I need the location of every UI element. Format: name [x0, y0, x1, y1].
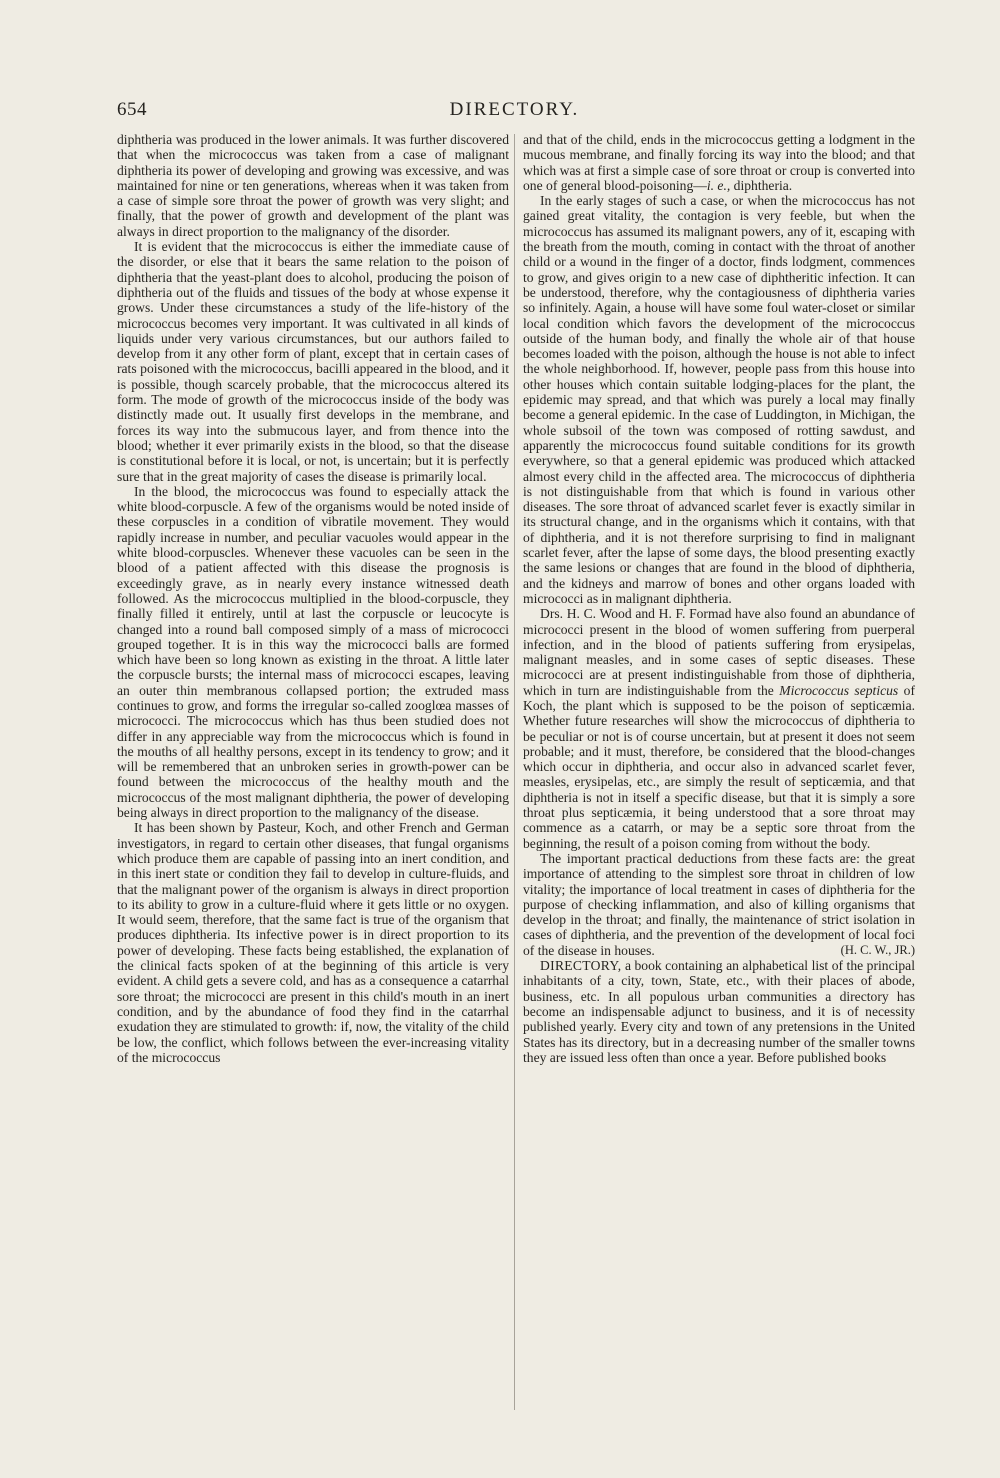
page-number: 654 — [117, 99, 147, 120]
text-run: and that of the child, ends in the micrococcus getting a lodgment in the mucous membrane, and finally forcing its way into the blood; and that which was at first a simple case of sore throat or croup is converted into one of general blood-poisoning— — [523, 132, 915, 193]
paragraph — [523, 851, 915, 958]
author-signature: (H. C. W., JR.) — [840, 942, 915, 957]
column-divider — [514, 134, 515, 1410]
text-run: Drs. H. C. Wood and H. F. Formad have also found an abundance of micrococci present in the blood of women suffering from puerperal infection, and in the blood of patients suffering from erysipelas, malignant measles, and in some cases of septic diseases. These micrococci are at present indistinguishable from those of diphtheria, which in turn are indistinguishable from the — [523, 606, 915, 698]
running-title: DIRECTORY. — [449, 99, 580, 120]
left-column — [117, 132, 509, 1065]
entry-text: a book containing an alphabetical list of the principal inhabitants of a city, town, State, etc., with their places of abode, business, etc. In all populous urban communities a directory has become an indispensable adjunct to business, and it is of necessity published yearly. Every city and town of any pretensions in the United States has its directory, but in a decreasing number of the smaller towns they are issued less often than once a year. Before published books — [523, 958, 915, 1065]
italic-text: Micrococcus septicus — [779, 682, 899, 698]
entry-headword: DIRECTORY, — [540, 958, 622, 974]
paragraph: It is evident that the micrococcus is either the immediate cause of the disorder, or else that it bears the same relation to the poison of diphtheria that the yeast-plant does to alcohol, producing the poison of diphtheria out of the fluids and tissues of the body at whose expense it grows. Under these circumstances a study of the life-history of the micrococcus becomes very important. It was cultivated in all kinds of liquids under very various circumstances, but our authors failed to develop from it any other form of plant, except that in certain cases of rats poisoned with the micrococcus, bacilli appeared in the blood, and it is possible, though scarcely probable, that the micrococcus altered its form. The mode of growth of the micrococcus inside of the body was distinctly made out. It usually first develops in the membrane, and forces its way into the submucous layer, and from thence into the blood; whether it ever primarily exists in the blood, so that the disease is constitutional before it is local, or not, is uncertain; but it is perfectly sure that in the great majority of cases the disease is primarily local. — [117, 239, 509, 484]
running-head — [117, 99, 912, 129]
text-run: diphtheria. — [730, 177, 793, 193]
paragraph — [523, 132, 915, 193]
paragraph: In the early stages of such a case, or when the micrococcus has not gained great vitality, the contagion is very feeble, but when the micrococcus has assumed its malignant powers, any of it, escaping with the breath from the mouth, coming in contact with the throat of another child or a wound in the finger of a doctor, finds lodgment, commences to grow, and gives origin to a new case of diphtheritic infection. It can be understood, therefore, why the contagiousness of diphtheria varies so infinitely. Again, a house will have some foul water-closet or similar local condition which favors the development of the micrococcus outside of the human body, and finally the whole air of that house becomes loaded with the poison, although the house is not able to infect the whole neighborhood. If, however, people pass from this house into other houses which contain suitable lodging-places for the plant, the epidemic may spread, and that which was purely a local may finally become a general epidemic. In the case of Luddington, in Michigan, the whole subsoil of the town was composed of rotting sawdust, and apparently the micrococcus found suitable conditions for its growth everywhere, so that a general epidemic was produced which attacked almost every child in the affected area. The micrococcus of diphtheria is not distinguishable from that which is found in various other diseases. The sore throat of advanced scarlet fever is exactly similar in its structural change, and in the organisms which it contains, with that of diphtheria, and it is not therefore surprising to find in malignant scarlet fever, after the lapse of some days, the blood presenting exactly the same lesions or changes that are found in the blood of diphtheria, and the kidneys and marrow of bones and other organs loaded with micrococci as in malignant diphtheria. — [523, 193, 915, 606]
text-run: The important practical deductions from these facts are: the great importance of attending to the simplest sore throat in children of low vitality; the importance of local treatment in cases of diphtheria for the purpose of checking inflammation, and also of killing organisms that develop in the throat; and finally, the maintenance of strict isolation in cases of diphtheria, and the prevention of the development of local foci of the disease in houses. — [523, 850, 915, 958]
text-run: of Koch, the plant which is supposed to be the poison of septicæmia. Whether future researches will show the micrococcus of diphtheria to be peculiar or not is of course uncertain, but at present it does not seem probable; and it must, therefore, be considered that the blood-changes which occur in diphtheria, and occur also in advanced scarlet fever, measles, erysipelas, etc., are simply the result of septicæmia, and that diphtheria is not in itself a specific disease, but that it is simply a sore throat plus septicæmia, it being understood that a sore throat may commence as a catarrh, or may be a septic sore throat from the beginning, the result of a poison coming from without the body. — [523, 682, 915, 851]
directory-entry — [523, 958, 915, 1065]
italic-text: i. e., — [706, 177, 731, 193]
paragraph: It has been shown by Pasteur, Koch, and other French and German investigators, in regard to certain other diseases, that fungal organisms which produce them are capable of passing into an inert condition, and in this inert state or condition they fail to develop in culture-fluids, and that the malignant power of the organism is always in direct proportion to its ability to grow in a culture-fluid where it gets little or no oxygen. It would seem, therefore, that the same fact is true of the organism that produces diphtheria. Its infective power is in direct proportion to its power of developing. These facts being established, the explanation of the clinical facts spoken of at the beginning of this article is very evident. A child gets a severe cold, and has as a consequence a catarrhal sore throat; the micrococci are present in this child's mouth in an inert condition, and by the abundance of food they find in the catarrhal exudation they are stimulated to growth: if, now, the vitality of the child be low, the conflict, which follows between the ever-increasing vitality of the micrococcus — [117, 820, 509, 1065]
right-column — [523, 132, 915, 1065]
paragraph: In the blood, the micrococcus was found to especially attack the white blood-corpuscle. A few of the organisms would be noted inside of these corpuscles in a condition of vibratile movement. They would rapidly increase in number, and peculiar vacuoles would appear in the white blood-corpuscles. Whenever these vacuoles can be seen in the blood of a patient affected with this disease the prognosis is exceedingly grave, as in nearly every instance witnessed death followed. As the micrococcus multiplied in the blood-corpuscle, they finally filled it entirely, until at last the corpuscle or leucocyte is changed into a round ball composed simply of a mass of micrococci grouped together. It is in this way the micrococci balls are formed which have been so long known as existing in the throat. A little later the corpuscle bursts; the internal mass of micrococci escapes, leaving an outer thin membranous collapsed portion; the extruded mass continues to grow, and forms the irregular so-called zooglœa masses of micrococci. The micrococcus which has thus been studied does not differ in any appreciable way from the micrococcus which is found in the mouths of all healthy persons, except in its tendency to grow; and it will be remembered that an unbroken series in growth-power can be found between the micrococcus of the healthy mouth and the micrococcus of the most malignant diphtheria, the power of developing being always in direct proportion to the malignancy of the disease. — [117, 483, 509, 821]
paragraph — [523, 606, 915, 851]
paragraph: diphtheria was produced in the lower animals. It was further discovered that when the micrococcus was taken from a case of malignant diphtheria its power of developing and growing was excessive, and was maintained for nine or ten generations, whereas when it was taken from a case of simple sore throat the power of growth was very slight; and finally, that the power of growth and development of the plant was always in direct proportion to the malignancy of the disorder. — [117, 132, 509, 239]
